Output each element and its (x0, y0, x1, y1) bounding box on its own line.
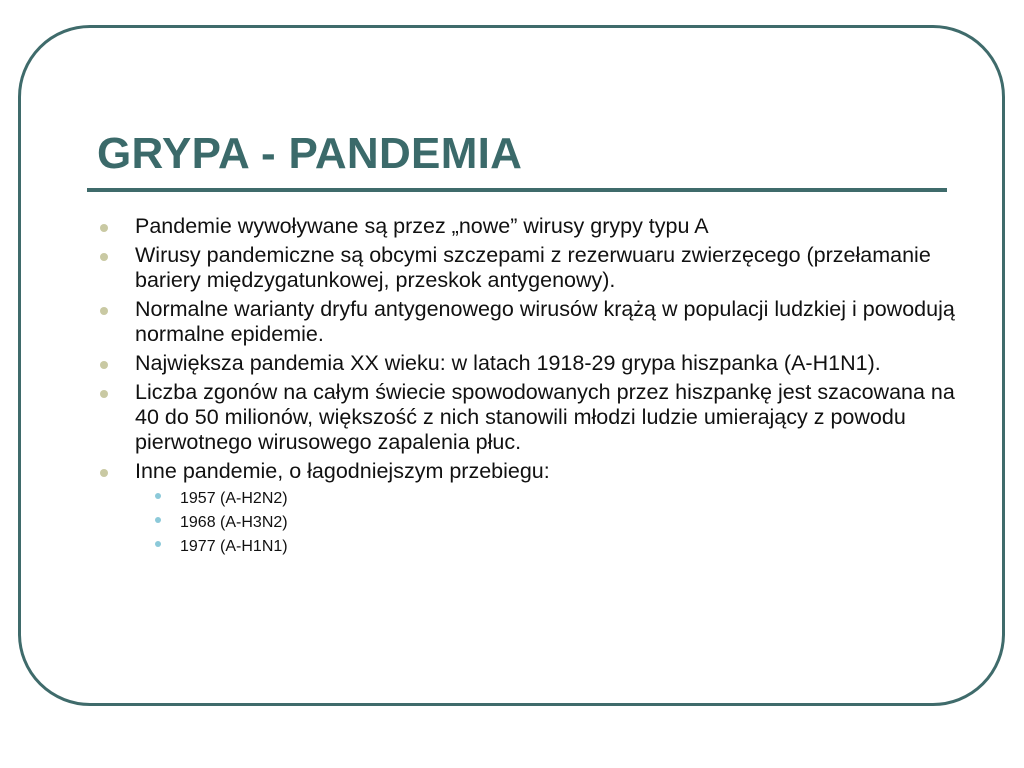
slide-content (100, 214, 960, 562)
bullet-dot-icon (100, 253, 108, 261)
sub-bullet-dot-icon (155, 541, 161, 547)
bullet-list (100, 214, 960, 558)
sub-bullet-item (143, 536, 960, 558)
slide-title: GRYPA - PANDEMIA (97, 129, 523, 178)
bullet-dot-icon (100, 224, 108, 232)
sub-bullet-dot-icon (155, 517, 161, 523)
bullet-dot-icon (100, 469, 108, 477)
bullet-text: Pandemie wywoływane są przez „nowe” wirusy grypy typu A (135, 214, 709, 238)
bullet-text: Normalne warianty dryfu antygenowego wirusów krążą w populacji ludzkiej i powodują normalne epidemie. (135, 297, 955, 346)
bullet-item (100, 297, 960, 347)
bullet-text: Największa pandemia XX wieku: w latach 1918-29 grypa hiszpanka (A-H1N1). (135, 351, 881, 375)
bullet-item (100, 243, 960, 293)
sub-bullet-item (143, 488, 960, 510)
bullet-dot-icon (100, 361, 108, 369)
bullet-item (100, 459, 960, 558)
bullet-text: Wirusy pandemiczne są obcymi szczepami z rezerwuaru zwierzęcego (przełamanie bariery międzygatunkowej, przeskok antygenowy). (135, 243, 931, 292)
bullet-item (100, 351, 960, 376)
bullet-dot-icon (100, 307, 108, 315)
sub-bullet-text: 1968 (A-H3N2) (180, 514, 288, 531)
bullet-text: Inne pandemie, o łagodniejszym przebiegu: (135, 459, 550, 483)
sub-bullet-text: 1957 (A-H2N2) (180, 490, 288, 507)
sub-bullet-item (143, 512, 960, 534)
bullet-dot-icon (100, 390, 108, 398)
bullet-item (100, 380, 960, 455)
sub-bullet-list (143, 488, 960, 558)
title-underline (87, 188, 947, 192)
bullet-text: Liczba zgonów na całym świecie spowodowanych przez hiszpankę jest szacowana na 40 do 50 milionów, większość z nich stanowili młodzi ludzie umierający z powodu pierwotnego wirusowego zapalenia płuc. (135, 380, 955, 454)
bullet-item (100, 214, 960, 239)
sub-bullet-dot-icon (155, 493, 161, 499)
sub-bullet-text: 1977 (A-H1N1) (180, 538, 288, 555)
